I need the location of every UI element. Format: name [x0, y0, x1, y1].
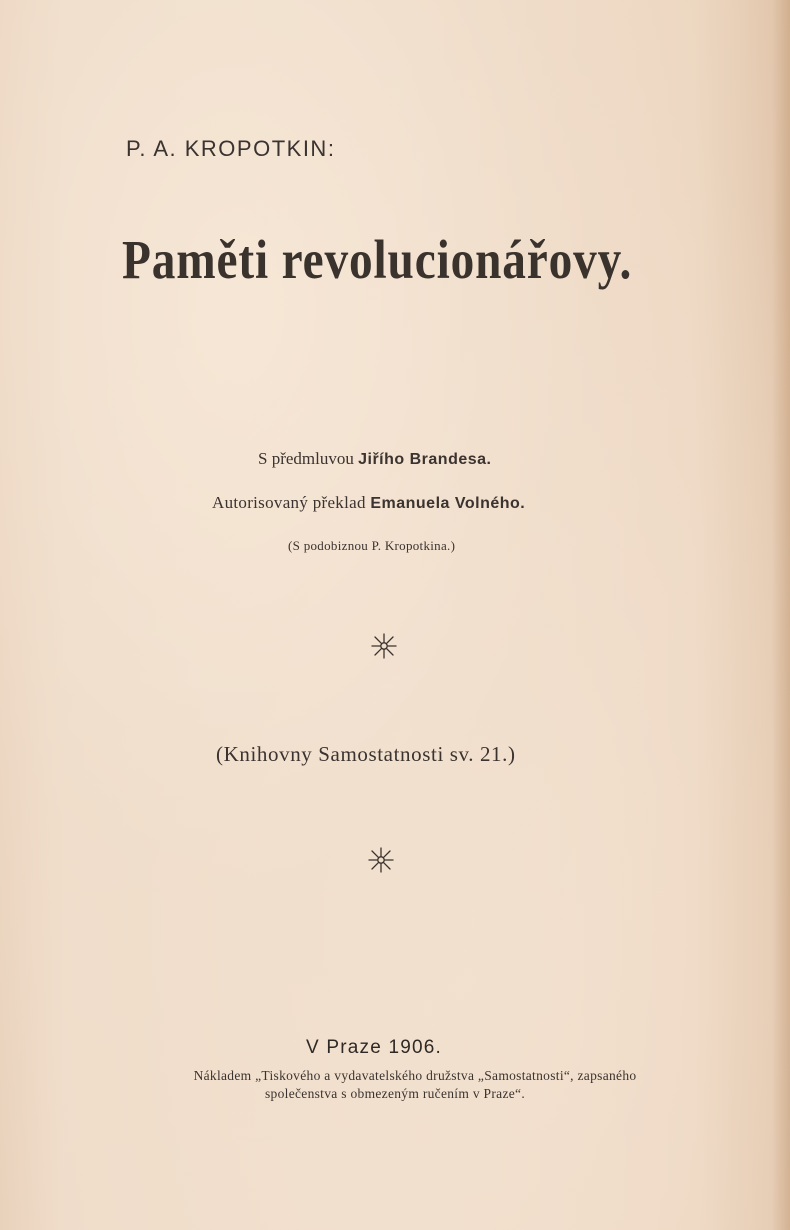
publisher-line-2: společenstva s obmezeným ručením v Praze“.	[264, 1086, 525, 1101]
book-title: Paměti revolucionářovy.	[122, 229, 633, 290]
place-and-year: V Praze 1906.	[306, 1037, 443, 1058]
preface-prefix: S předmluvou	[258, 449, 359, 468]
preface-line	[258, 449, 491, 469]
preface-author: Jiřího Brandesa.	[358, 451, 492, 468]
asterisk-ornament-icon	[369, 631, 399, 661]
translation-prefix: Autorisovaný překlad	[212, 493, 371, 512]
series-info: (Knihovny Samostatnosti sv. 21.)	[216, 742, 516, 766]
page-edge-shadow	[772, 0, 790, 1230]
portrait-note: (S podobiznou P. Kropotkina.)	[288, 538, 456, 553]
translation-line	[212, 493, 525, 513]
asterisk-ornament-icon	[366, 845, 396, 875]
author-name: P. A. KROPOTKIN:	[126, 136, 336, 161]
translator-name: Emanuela Volného.	[370, 495, 526, 512]
publisher-line-1: Nákladem „Tiskového a vydavatelského družstva „Samostatnosti“, zapsaného	[193, 1068, 637, 1083]
